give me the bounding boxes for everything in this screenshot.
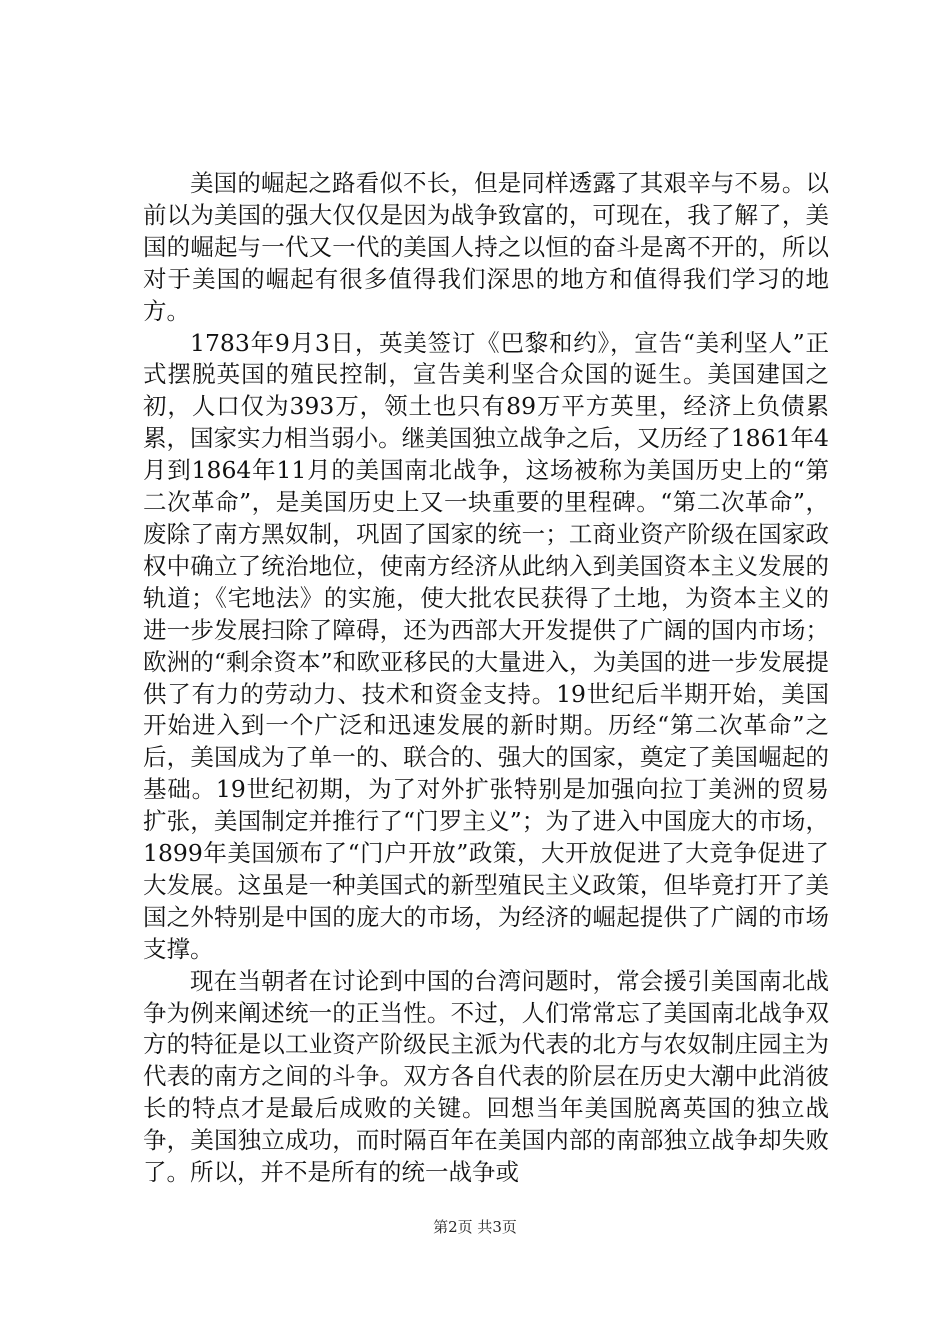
paragraph-1: 美国的崛起之路看似不长，但是同样透露了其艰辛与不易。以前以为美国的强大仅仅是因为战争致富的，可现在，我了解了，美国的崛起与一代又一代的美国人持之以恒的奋斗是离不开的，所以对于美国的崛起有很多值得我们深思的地方和值得我们学习的地方。 — [143, 169, 829, 325]
body-text — [143, 168, 829, 1189]
paragraph-3: 现在当朝者在讨论到中国的台湾问题时，常会援引美国南北战争为例来阐述统一的正当性。不过，人们常常忘了美国南北战争双方的特征是以工业资产阶级民主派为代表的北方与农奴制庄园主为代表的南方之间的斗争。双方各自代表的阶层在历史大潮中此消彼长的特点才是最后成败的关键。回想当年美国脱离英国的独立战争，美国独立成功，而时隔百年在美国内部的南部独立战争却失败了。所以，并不是所有的统一战争或 — [143, 966, 829, 1187]
page-number-footer: 第2页 共3页 — [433, 1218, 517, 1236]
paragraph-2: 1783年9月3日，英美签订《巴黎和约》，宣告“美利坚人”正式摆脱英国的殖民控制，宣告美利坚合众国的诞生。美国建国之初，人口仅为393万，领土也只有89万平方英里，经济上负债累累，国家实力相当弱小。继美国独立战争之后，又历经了1861年4月到1864年11月的美国南北战争，这场被称为美国历史上的“第二次革命”，是美国历史上又一块重要的里程碑。“第二次革命”，废除了南方黑奴制，巩固了国家的统一；工商业资产阶级在国家政权中确立了统治地位，使南方经济从此纳入到美国资本主义发展的轨道；《宅地法》的实施，使大批农民获得了土地，为资本主义的进一步发展扫除了障碍，还为西部大开发提供了广阔的国内市场；欧洲的“剩余资本”和欧亚移民的大量进入，为美国的进一步发展提供了有力的劳动力、技术和资金支持。19世纪后半期开始，美国开始进入到一个广泛和迅速发展的新时期。历经“第二次革命”之后，美国成为了单一的、联合的、强大的国家，奠定了美国崛起的基础。19世纪初期，为了对外扩张特别是加强向拉丁美洲的贸易扩张，美国制定并推行了“门罗主义”；为了进入中国庞大的市场，1899年美国颁布了“门户开放”政策，大开放促进了大竞争促进了大发展。这虽是一种美国式的新型殖民主义政策，但毕竟打开了美国之外特别是中国的庞大的市场，为经济的崛起提供了广阔的市场支撑。 — [143, 328, 829, 963]
